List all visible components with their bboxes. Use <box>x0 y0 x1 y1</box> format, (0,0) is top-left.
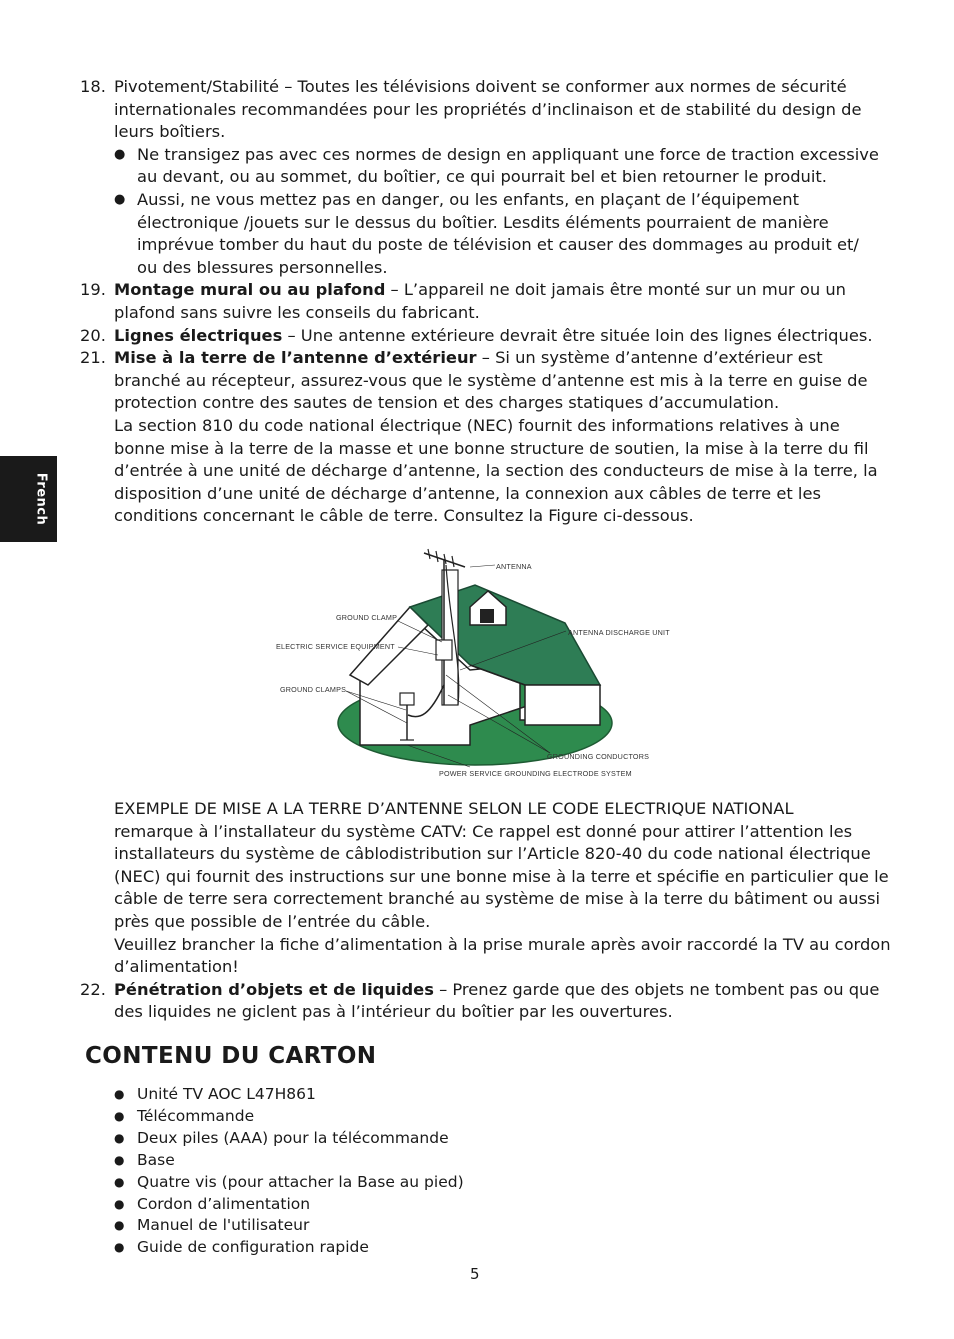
section-title: CONTENU DU CARTON <box>85 1043 377 1069</box>
item-number: 20. <box>80 325 106 345</box>
list-item: ● Ne transigez pas avec ces normes de design en appliquant une force de traction excessive au devant, ou au sommet, du boîtier, ce qui pourrait bel et bien retourner le produit. <box>137 144 880 189</box>
list-item: ● Manuel de l'utilisateur <box>137 1215 714 1237</box>
label-ground-clamp: GROUND CLAMP <box>336 613 398 622</box>
item-text: – L’appareil ne doit jamais être monté sur un mur ou un plafond sans suivre les conseils du fabricant. <box>114 280 846 322</box>
figure-caption: EXEMPLE DE MISE A LA TERRE D’ANTENNE SELON LE CODE ELECTRIQUE NATIONAL <box>114 799 794 818</box>
list-item: ● Base <box>137 1150 714 1172</box>
plug-note: Veuillez brancher la fiche d’alimentation à la prise murale après avoir raccordé la TV au cordon d’alimentation! <box>114 934 891 977</box>
item-title: Mise à la terre de l’antenne d’extérieur <box>114 348 477 368</box>
figure-notes <box>80 798 900 1024</box>
catv-note: remarque à l’installateur du système CATV: Ce rappel est donné pour attirer l’attention les installateurs du système de câblodistribution sur l’Article 820-40 du code national électrique (NEC) qui fournit des instructions sur une bonne mise à la terre et spécifie en particulier que le câble de terre sera correctement branché au système de mise à la terre du bâtiment ou aussi près que possible de l’entrée du câble. <box>114 821 889 931</box>
item-paragraph <box>114 325 880 348</box>
language-tab-label: French <box>33 472 49 526</box>
item-paragraph <box>114 347 880 415</box>
item-22 <box>80 979 900 1024</box>
carton-list <box>114 1084 714 1259</box>
item-title: Montage mural ou au plafond <box>114 280 386 300</box>
item-text: – Une antenne extérieure devrait être située loin des lignes électriques. <box>282 325 873 345</box>
safety-instructions <box>80 76 880 528</box>
label-power-service: POWER SERVICE GROUNDING ELECTRODE SYSTEM <box>439 769 632 778</box>
item-number: 18. <box>80 77 106 96</box>
item-18-bullets <box>114 144 880 280</box>
house-antenna-illustration <box>270 545 690 785</box>
item-text: Pivotement/Stabilité – Toutes les télévisions doivent se conformer aux normes de sécurité internationales recommandées pour les propriétés d’inclinaison et de stabilité du design de leurs boîtiers. <box>114 77 862 142</box>
label-ground-clamps: GROUND CLAMPS <box>280 685 347 694</box>
item-21 <box>80 347 880 528</box>
list-item: ● Quatre vis (pour attacher la Base au pied) <box>137 1172 714 1194</box>
label-antenna-discharge-unit: ANTENNA DISCHARGE UNIT <box>568 628 670 637</box>
list-item: ● Télécommande <box>137 1106 714 1128</box>
item-paragraph <box>114 979 900 1024</box>
item-number: 19. <box>80 280 106 300</box>
language-side-tab <box>0 456 57 542</box>
list-item: ● Aussi, ne vous mettez pas en danger, ou les enfants, en plaçant de l’équipement électronique /jouets sur le dessus du boîtier. Lesdits éléments pourraient de manière imprévue tomber du haut du poste de télévision et causer des dommages au produit et/ ou des blessures personnelles. <box>137 189 880 279</box>
item-paragraph <box>114 279 880 324</box>
item-number: 22. <box>80 979 106 999</box>
label-electric-service-equipment: ELECTRIC SERVICE EQUIPMENT <box>276 642 395 651</box>
list-item: ● Deux piles (AAA) pour la télécommande <box>137 1128 714 1150</box>
antenna-grounding-figure <box>270 545 690 785</box>
list-item: ● Cordon d’alimentation <box>137 1194 714 1216</box>
page-number: 5 <box>470 1265 480 1283</box>
carton-contents <box>114 1084 714 1259</box>
item-text: – Prenez garde que des objets ne tombent pas ou que des liquides ne giclent pas à l’intérieur du boîtier par les ouvertures. <box>114 979 880 1022</box>
label-antenna: ANTENNA <box>496 562 532 571</box>
roof-right <box>525 685 600 725</box>
list-item: ● Unité TV AOC L47H861 <box>137 1084 714 1106</box>
item-extra-text: La section 810 du code national électrique (NEC) fournit des informations relatives à une bonne mise à la terre de la masse et une bonne structure de soutien, la mise à la terre du fil d’entrée à une unité de décharge d’antenne, la section des conducteurs de mise à la terre, la disposition d’une unité de décharge d’antenne, la connexion aux câbles de terre et les conditions concernant le câble de terre. Consultez la Figure ci-dessous. <box>114 415 878 526</box>
item-19 <box>80 279 880 324</box>
item-18 <box>80 76 880 279</box>
item-text: – Si un système d’antenne d’extérieur est branché au récepteur, assurez-vous que le système d’antenne est mis à la terre en guise de protection contre des sautes de tension et des charges statiques d’accumulation. <box>114 348 868 413</box>
item-title: Lignes électriques <box>114 325 283 345</box>
item-title: Pénétration d’objets et de liquides <box>114 979 434 999</box>
label-grounding-conductors: GROUNDING CONDUCTORS <box>547 752 650 761</box>
item-20 <box>80 325 880 348</box>
list-item: ● Guide de configuration rapide <box>137 1237 714 1259</box>
figure-notes-block <box>80 798 900 979</box>
item-number: 21. <box>80 348 106 368</box>
